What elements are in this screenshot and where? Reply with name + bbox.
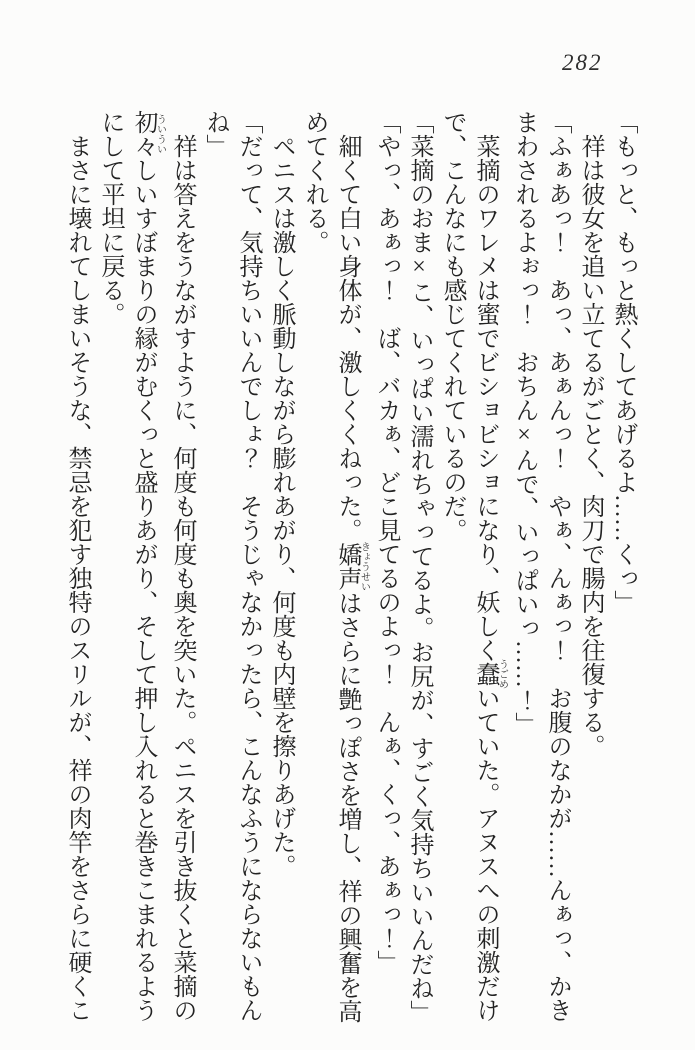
text-line: 「ふぁあっ！ あっ、あぁんっ！ やぁ、んぁっ！ お腹のなかが……んぁっ、かき	[544, 110, 570, 1022]
text-line: まさに壊れてしまいそうな、禁忌を犯す独特のスリルが、祥の肉竿をさらに硬くこ	[64, 134, 90, 1022]
ruby-annotated-word: 初々ういうい	[130, 110, 166, 158]
text-line: 祥は彼女を追い立てるがごとく、肉刀で腸内を往復する。	[577, 134, 603, 758]
text-line: 「やっ、あぁっ！ ば、バカぁ、どこ見てるのよっ！ んぁ、くっ、あぁっ！」	[373, 110, 399, 974]
text-line: 「だって、気持ちいいんでしょ？ そうじゃなかったら、こんなふうにならないもん	[235, 110, 261, 1022]
text-line: まわされるよぉっ！ おちん×んで、いっぱいっ……！」	[511, 110, 537, 736]
text-line: 菜摘のワレメは蜜でビショビショになり、妖しく蠢うごめいていた。アヌスへの刺激だけ	[472, 134, 508, 1022]
furigana: うごめ	[496, 659, 508, 689]
text-line: めてくれる。	[301, 110, 327, 254]
furigana: きょうせい	[358, 541, 370, 592]
text-line: 初々ういういしいすぼまりの縁がむくっと盛りあがり、そして押し入れると巻きこまれるよう	[130, 110, 166, 1022]
furigana: ういうい	[154, 110, 166, 158]
text-line: ペニスは激しく脈動しながら膨れあがり、何度も内壁を擦りあげた。	[268, 134, 294, 878]
ruby-annotated-word: 蠢うごめ	[472, 659, 508, 689]
ruby-annotated-word: 嬌声きょうせい	[334, 541, 370, 592]
text-line: 「もっと、もっと熱くしてあげるよ……くっ」	[610, 110, 636, 614]
text-line: にして平坦に戻る。	[97, 110, 123, 326]
text-line: で、こんなにも感じてくれているのだ。	[439, 110, 465, 542]
page-number: 282	[562, 50, 603, 75]
text-line: ね」	[202, 110, 228, 158]
text-line: 祥は答えをうながすように、何度も何度も奥を突いた。ペニスを引き抜くと菜摘の	[169, 134, 195, 1022]
text-line: 細くて白い身体が、激しくくねった。嬌声きょうせいはさらに艶っぽさを増し、祥の興奮を高	[334, 134, 370, 1023]
text-block	[60, 110, 639, 1030]
text-line: 「菜摘のおま×こ、いっぱい濡れちゃってるよ。お尻が、すごく気持ちいいんだね」	[406, 110, 432, 1024]
